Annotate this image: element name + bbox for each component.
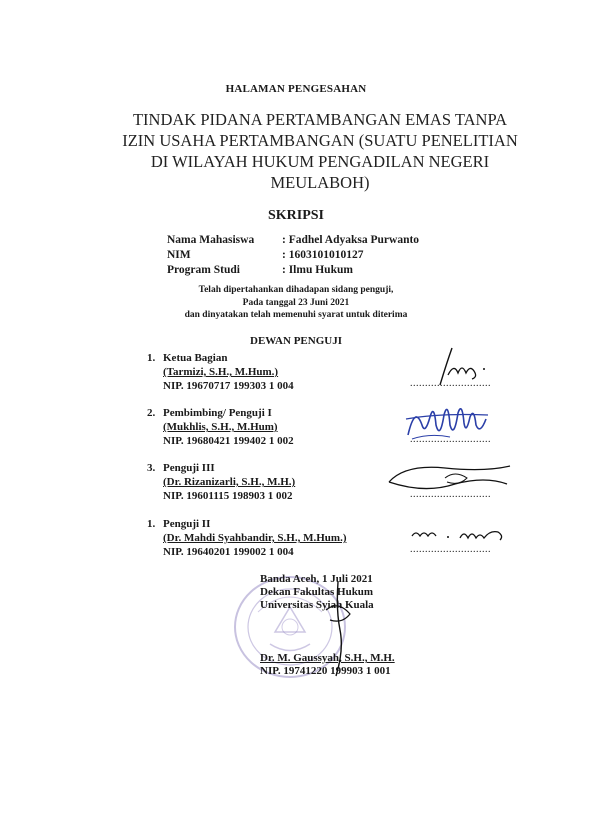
defense-line: Telah dipertahankan dihadapan sidang penguji, [198,285,394,295]
signature-dean [318,580,358,680]
student-name-row [167,234,419,246]
defense-line: dan dinyatakan telah memenuhi syarat untuk diterima [184,310,408,320]
examiner-name: (Mukhlis, S.H., M.Hum) [163,421,278,433]
signature-line: ........................... [410,434,491,445]
dean-place-date: Banda Aceh, 1 Juli 2021 [260,573,373,585]
title-line: IZIN USAHA PERTAMBANGAN (SUATU PENELITIAN [122,131,518,150]
examiner-number: 3. [147,462,156,474]
student-program-label: Program Studi [167,264,240,276]
examiner-name: (Dr. Rizanizarli, S.H., M.H.) [163,476,296,488]
doc-type: SKRIPSI [267,208,325,223]
examiner-role: Pembimbing/ Penguji I [163,407,272,419]
student-nim-value: : 1603101010127 [282,249,364,261]
signature-examiner-4 [408,522,508,546]
title-line: TINDAK PIDANA PERTAMBANGAN EMAS TANPA [132,110,508,129]
student-nim-row [167,249,363,261]
examiner-name: (Dr. Mahdi Syahbandir, S.H., M.Hum.) [163,532,347,544]
thesis-title [110,109,530,193]
signature-examiner-1 [418,345,498,390]
student-nim-label: NIM [167,249,191,261]
examiner-name: (Tarmizi, S.H., M.Hum.) [163,366,279,378]
student-name-label: Nama Mahasiswa [167,234,255,246]
examiner-nip: NIP. 19680421 199402 1 002 [163,435,294,447]
dean-position: Dekan Fakultas Hukum [260,586,374,598]
defense-line: Pada tanggal 23 Juni 2021 [242,297,350,308]
examiner-number: 1. [147,352,156,364]
board-heading: DEWAN PENGUJI [250,335,342,347]
examiner-1 [147,351,294,393]
dean-name: Dr. M. Gaussyah, S.H., M.H. [260,652,395,664]
title-line: DI WILAYAH HUKUM PENGADILAN NEGERI [150,152,490,171]
signature-line: ........................... [410,544,491,555]
signature-line: ........................... [410,378,491,389]
page-heading: HALAMAN PENGESAHAN [225,83,367,95]
title-line: MEULABOH) [270,173,370,192]
dean-university: Universitas Syiah Kuala [260,599,374,611]
signature-examiner-3 [385,458,515,498]
examiner-2 [147,406,294,448]
student-program-row [167,264,353,276]
examiner-nip: NIP. 19640201 199002 1 004 [163,546,294,558]
examiner-nip: NIP. 19601115 198903 1 002 [163,490,293,502]
examiner-number: 1. [147,518,156,530]
signature-examiner-2 [400,395,495,445]
defense-statement [0,284,592,322]
examiner-3 [147,461,295,503]
examiner-nip: NIP. 19670717 199303 1 004 [163,380,294,392]
student-name-value: : Fadhel Adyaksa Purwanto [282,234,420,246]
examiner-role: Ketua Bagian [163,352,228,364]
examiner-number: 2. [147,407,156,419]
examiner-role: Penguji II [163,518,211,530]
student-program-value: : Ilmu Hukum [282,264,353,276]
examiner-role: Penguji III [163,462,215,474]
signature-line: ........................... [410,489,491,500]
dean-nip: NIP. 19741220 199903 1 001 [260,665,391,677]
examiner-4 [147,517,346,559]
